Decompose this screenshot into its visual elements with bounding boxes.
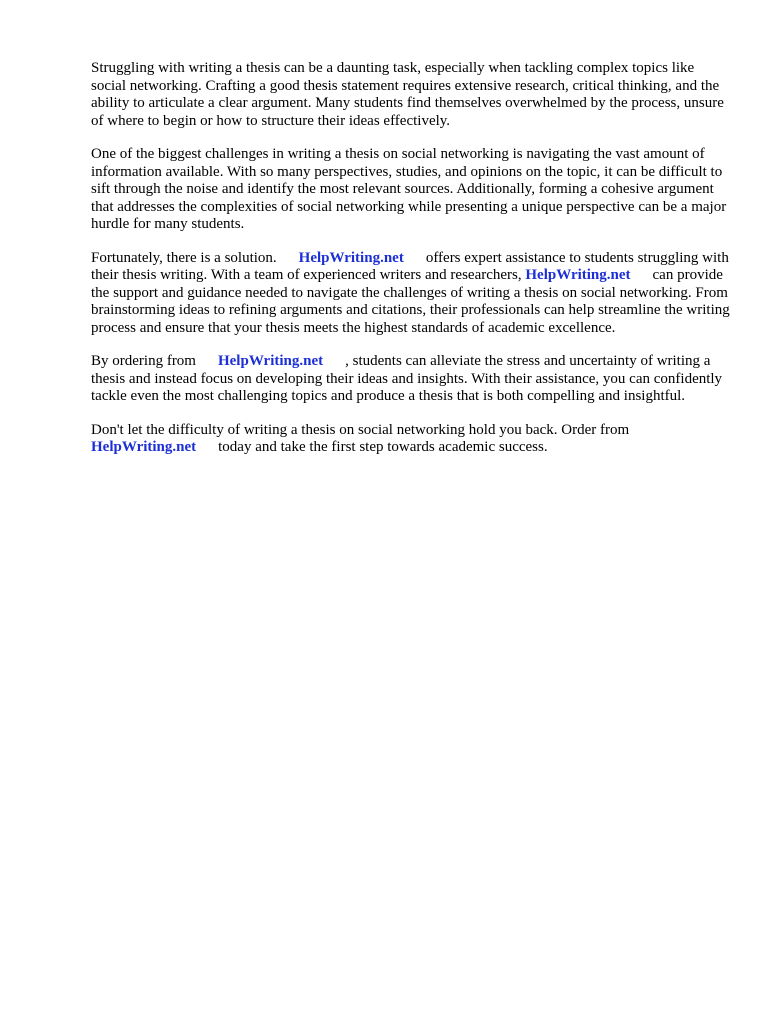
document-body xyxy=(91,60,731,473)
paragraph-cta-text-2: today and take the first step towards academic success. xyxy=(218,439,548,455)
paragraph-intro xyxy=(91,60,731,130)
helpwriting-link-1[interactable]: HelpWriting.net xyxy=(298,249,404,266)
paragraph-solution-text-2: offers expert assistance to students struggling with their thesis writing. With a team of experienced writers and researchers, xyxy=(91,249,729,283)
paragraph-ordering-text-2: , students can alleviate the stress and uncertainty of writing a thesis and instead focus on developing their ideas and insights. With their assistance, you can confidently tackle even the most challenging topics and produce a thesis that is both compelling and insightful. xyxy=(91,353,723,404)
helpwriting-link-3[interactable]: HelpWriting.net xyxy=(217,353,324,369)
paragraph-call-to-action xyxy=(91,422,731,457)
paragraph-solution-text-1: Fortunately, there is a solution. xyxy=(91,249,277,266)
paragraph-intro-text: Struggling with writing a thesis can be a daunting task, especially when tackling complex topics like social networking. Crafting a good thesis statement requires extensive research, critical thinking, and the ability to articulate a clear argument. Many students find themselves overwhelmed by the process, unsure of where to begin or how to structure their ideas effectively. xyxy=(91,60,724,129)
paragraph-ordering-text-1: By ordering from xyxy=(91,353,196,369)
paragraph-solution xyxy=(91,250,731,338)
paragraph-challenges-text: One of the biggest challenges in writing a thesis on social networking is navigating the vast amount of information available. With so many perspectives, studies, and opinions on the topic, it can be difficult to sift through the noise and identify the most relevant sources. Additionally, forming a cohesive argument that addresses the complexities of social networking while presenting a unique perspective can be a major hurdle for many students. xyxy=(91,146,727,232)
paragraph-ordering xyxy=(91,353,731,406)
paragraph-cta-text-1: Don't let the difficulty of writing a thesis on social networking hold you back. Order from xyxy=(91,421,630,438)
paragraph-challenges xyxy=(91,146,731,234)
paragraph-solution-text-3: can provide the support and guidance needed to navigate the challenges of writing a thesis on social networking. From brainstorming ideas to refining arguments and citations, their professionals can help streamline the writing process and ensure that your thesis meets the highest standards of academic excellence. xyxy=(91,267,730,336)
helpwriting-link-4[interactable]: HelpWriting.net xyxy=(91,439,197,455)
helpwriting-link-2[interactable]: HelpWriting.net xyxy=(525,267,631,283)
